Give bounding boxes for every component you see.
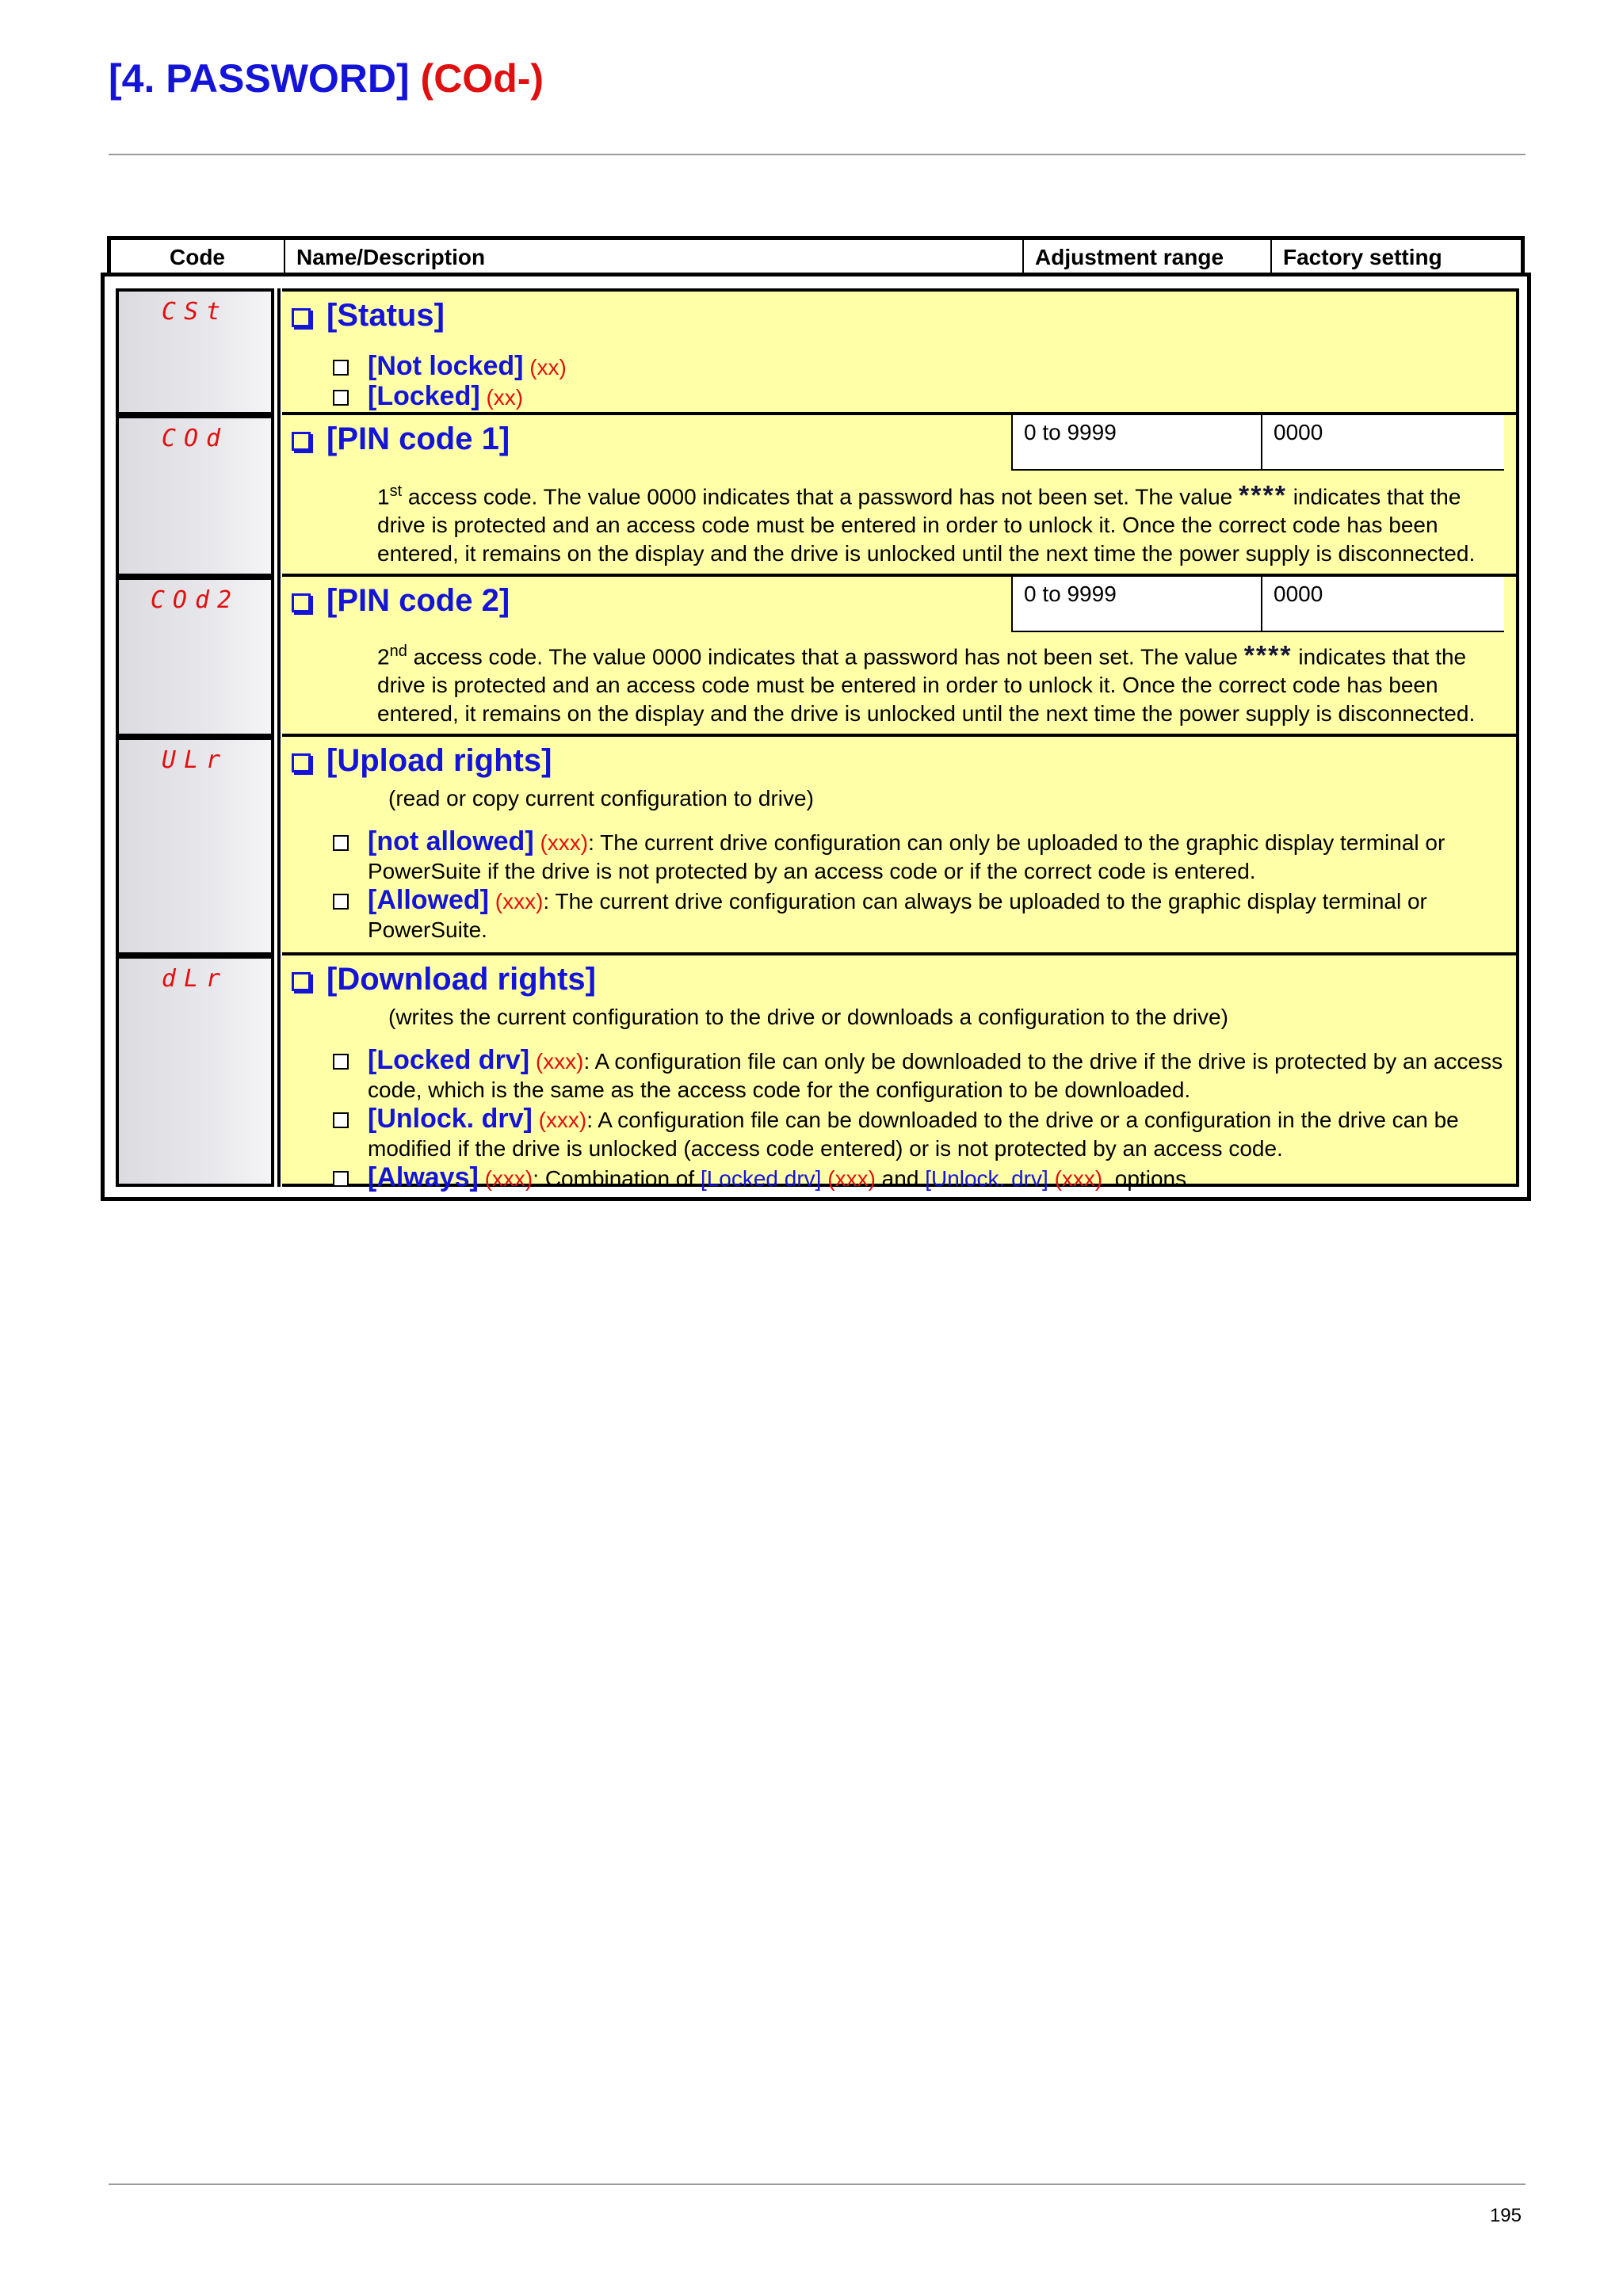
checkbox-icon — [292, 308, 311, 327]
code-cell — [116, 955, 274, 1187]
checkbox-icon — [333, 1112, 349, 1128]
page-number: 195 — [1489, 2205, 1522, 2226]
table-row — [105, 415, 1527, 577]
list-item: [Always] (xxx): Combination of [Locked drv] (xxx) and [Unlock. drv] (xxx). options — [330, 1163, 1508, 1193]
code-cell — [116, 415, 274, 577]
table-row — [105, 737, 1527, 955]
parameter-title: [PIN code 2] — [292, 583, 510, 619]
parameter-title: [Status] — [292, 298, 445, 334]
adjustment-range: 0 to 9999 — [1011, 577, 1261, 632]
option-list — [330, 352, 1508, 412]
parameter-table — [101, 273, 1531, 1201]
title-menu-name: [4. PASSWORD] — [109, 56, 410, 101]
description-cell — [282, 288, 1519, 415]
parameter-code: dLr — [161, 965, 229, 993]
parameter-title: [Download rights] — [292, 962, 596, 997]
factory-setting: 0000 — [1261, 577, 1504, 632]
list-item: [Unlock. drv] (xxx): A configuration file can be downloaded to the drive or a configuration in the drive can be modified if the drive is unlocked (access code entered) or is not protected by an access code. — [330, 1104, 1508, 1163]
header-factory-setting: Factory setting — [1283, 245, 1442, 269]
checkbox-icon — [333, 360, 349, 376]
parameter-title: [Upload rights] — [292, 743, 552, 779]
parameter-code: CSt — [161, 298, 229, 326]
parameter-code: COd — [161, 425, 229, 452]
parameter-subtitle: (writes the current configuration to the drive or downloads a configuration to the drive) — [388, 1005, 1228, 1029]
checkbox-icon — [292, 972, 311, 991]
page-title — [109, 55, 544, 101]
code-cell — [116, 577, 274, 737]
checkbox-icon — [333, 835, 349, 851]
parameter-description: 2nd access code. The value 0000 indicates that a password has not been set. The value **** indicates that the drive is protected and an access code must be entered in order to unlock it. Once the correct code has been entered, it remains on the display and the drive is unlocked until the next time the power supply is disconnected. — [377, 640, 1476, 727]
header-adjustment-range: Adjustment range — [1024, 240, 1272, 275]
parameter-code: COd2 — [150, 586, 240, 614]
list-item: [Locked drv] (xxx): A configuration file can only be downloaded to the drive if the drive is protected by an access code, which is the same as the access code for the configuration to be downloaded. — [330, 1046, 1508, 1104]
option-list — [330, 827, 1508, 944]
description-cell — [282, 577, 1519, 737]
option-list — [330, 1046, 1508, 1193]
header-description: Name/Description — [285, 240, 1024, 275]
asterisks-icon: **** — [1239, 480, 1287, 511]
list-item: [not allowed] (xxx): The current drive configuration can only be uploaded to the graphic display terminal or PowerSuite if the drive is not protected by an access code or if the correct code is entered. — [330, 827, 1508, 886]
parameter-title: [PIN code 1] — [292, 421, 510, 457]
checkbox-icon — [333, 1171, 349, 1187]
description-cell — [282, 415, 1519, 577]
description-cell — [282, 737, 1519, 955]
title-menu-code: (COd-) — [420, 56, 544, 101]
table-row — [105, 288, 1527, 415]
list-item: [Not locked] (xx) — [330, 352, 1508, 382]
checkbox-icon — [333, 894, 349, 910]
adjustment-range: 0 to 9999 — [1011, 415, 1261, 471]
table-row — [105, 955, 1527, 1192]
parameter-subtitle: (read or copy current configuration to drive) — [388, 786, 814, 810]
table-row — [105, 577, 1527, 737]
parameter-code: ULr — [161, 746, 229, 774]
list-item: [Allowed] (xxx): The current drive configuration can always be uploaded to the graphic display terminal or PowerSuite. — [330, 886, 1508, 944]
checkbox-icon — [292, 753, 311, 772]
header-code: Code — [111, 240, 285, 275]
factory-setting: 0000 — [1261, 415, 1504, 471]
top-divider — [109, 154, 1526, 155]
bottom-divider — [109, 2183, 1526, 2185]
checkbox-icon — [333, 1054, 349, 1070]
checkbox-icon — [333, 390, 349, 406]
code-cell — [116, 288, 274, 415]
asterisks-icon: **** — [1243, 640, 1293, 671]
code-cell — [116, 737, 274, 955]
checkbox-icon — [292, 593, 311, 612]
parameter-description: 1st access code. The value 0000 indicates that a password has not been set. The value **** indicates that the drive is protected and an access code must be entered in order to unlock it. Once the correct code has been entered, it remains on the display and the drive is unlocked until the next time the power supply is disconnected. — [377, 480, 1476, 566]
checkbox-icon — [292, 432, 311, 451]
list-item: [Locked] (xx) — [330, 382, 1508, 412]
description-cell — [282, 955, 1519, 1192]
